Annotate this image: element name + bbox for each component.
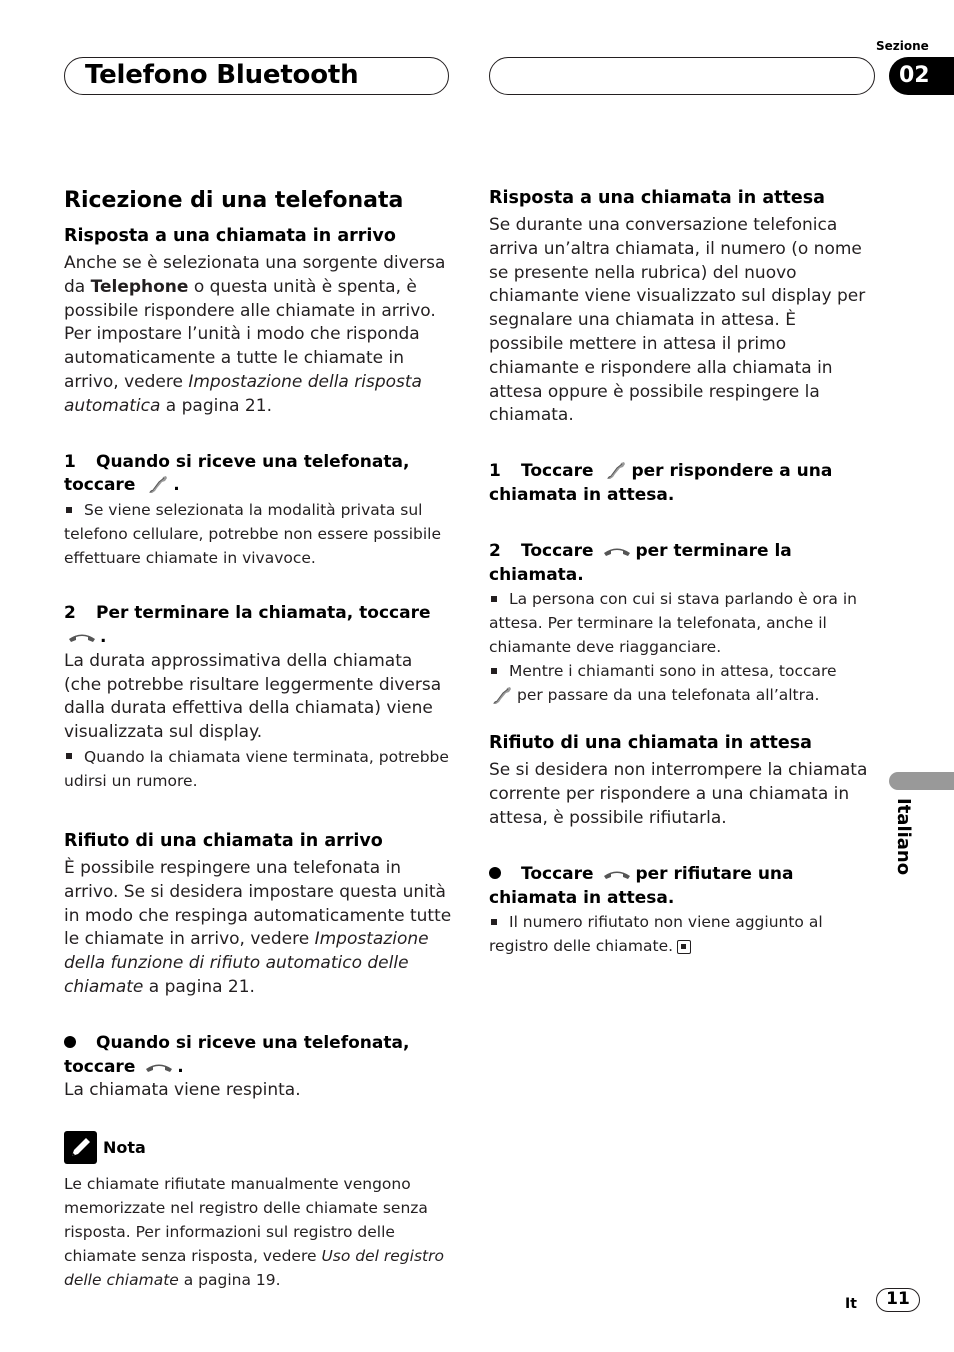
reject-waiting-paragraph: Se si desidera non interrompere la chiamata corrente per rispondere a una chiamata in attesa, è possibile rifiutarla. xyxy=(489,760,868,828)
header-blank-box xyxy=(489,57,875,95)
note-header xyxy=(64,1131,454,1164)
phone-hangup-icon xyxy=(145,1060,173,1074)
end-of-section-icon xyxy=(677,940,691,954)
language-code: It xyxy=(845,1296,857,1312)
section-label: Sezione xyxy=(876,39,929,53)
waiting-note-1: La persona con cui si stava parlando è ora in attesa. Per terminare la telefonata, anche il chiamante deve riagganciare. xyxy=(489,590,857,657)
reject-incoming-paragraph: È possibile respingere una telefonata in arrivo. Se si desidera impostare questa unità in modo che respinga automaticamente tutte le chiamate in arrivo, vedere Impostazione della funzione di rifiuto automatico delle chiamate a pagina 21. xyxy=(64,857,452,997)
pencil-note-icon xyxy=(64,1131,97,1164)
phone-hangup-icon xyxy=(603,544,631,558)
section-number-badge: 02 xyxy=(889,57,954,95)
language-label: Italiano xyxy=(893,798,914,876)
bullet-dot xyxy=(489,867,501,879)
note-title: Nota xyxy=(103,1137,146,1157)
phone-hangup-icon xyxy=(68,630,96,644)
left-column xyxy=(64,186,454,1292)
heading-answer-waiting: Risposta a una chiamata in attesa xyxy=(489,188,825,208)
page-title: Telefono Bluetooth xyxy=(85,60,359,90)
language-tab xyxy=(889,772,954,790)
incoming-step-1: 1 Quando si riceve una telefonata, toccare . xyxy=(64,451,410,496)
phone-accept-icon xyxy=(145,475,169,495)
reject-waiting-step: Toccare per rifiutare una chiamata in attesa. xyxy=(489,863,794,908)
section-title-box xyxy=(64,57,449,95)
heading-reject-waiting: Rifiuto di una chiamata in attesa xyxy=(489,733,812,754)
auto-reject-reference: Impostazione della funzione di rifiuto automatico delle chiamate xyxy=(64,929,429,997)
incoming-step-2-body: La durata approssimativa della chiamata (che potrebbe risultare leggermente diversa dalla durata effettiva della chiamata) viene visualizzata sul display. xyxy=(64,650,442,743)
phone-hangup-icon xyxy=(603,867,631,881)
auto-answer-reference: Impostazione della risposta automatica xyxy=(64,371,422,416)
waiting-step-2: 2 Toccare per terminare la chiamata. xyxy=(489,540,792,585)
phone-accept-icon xyxy=(489,686,513,706)
note-body: Le chiamate rifiutate manualmente vengono memorizzate nel registro delle chiamate senza risposta. Per informazioni sul registro delle chiamate senza risposta, vedere Uso del registro delle chiamate a pagina 19. xyxy=(64,1175,444,1290)
incoming-call-paragraph: Anche se è selezionata una sorgente diversa da Telephone o questa unità è spenta, è possibile rispondere alle chiamate in arrivo. Per impostare l’unità i modo che risponda automaticamente a tutte le chiamate in arrivo, vedere Impostazione della risposta automatica a pagina 21. xyxy=(64,253,446,416)
page-number: 11 xyxy=(876,1288,920,1312)
telephone-source-name: Telephone xyxy=(90,276,189,297)
reject-step: Quando si riceve una telefonata, toccare . xyxy=(64,1032,410,1077)
right-column xyxy=(489,186,871,958)
bullet-dot xyxy=(64,1036,76,1048)
reject-step-result: La chiamata viene respinta. xyxy=(64,1080,301,1101)
answer-waiting-paragraph: Se durante una conversazione telefonica arriva un’altra chiamata, il numero (o nome se presente nella rubrica) del nuovo chiamante viene visualizzato sul display per segnalare una chiamata in attesa. È possibile mettere in attesa il primo chiamante e rispondere alla chiamata in attesa oppure è possibile respingere la chiamata. xyxy=(489,215,866,426)
waiting-note-2: Mentre i chiamanti sono in attesa, toccare per passare da una telefonata all’altra. xyxy=(489,659,871,707)
call-log-reference: Uso del registro delle chiamate xyxy=(64,1247,444,1290)
phone-accept-icon xyxy=(603,461,627,481)
reject-waiting-note: Il numero rifiutato non viene aggiunto al registro delle chiamate. xyxy=(489,913,823,956)
incoming-step-1-note: Se viene selezionata la modalità privata sul telefono cellulare, potrebbe non essere possibile effettuare chiamate in vivavoce. xyxy=(64,501,442,568)
incoming-step-2: 2 Per terminare la chiamata, toccare . xyxy=(64,603,431,647)
heading-reject-incoming: Rifiuto di una chiamata in arrivo xyxy=(64,830,383,851)
main-heading: Ricezione di una telefonata xyxy=(64,188,404,213)
heading-incoming-call: Risposta a una chiamata in arrivo xyxy=(64,226,396,246)
incoming-step-2-note: Quando la chiamata viene terminata, potrebbe udirsi un rumore. xyxy=(64,747,449,790)
waiting-step-1: 1 Toccare per rispondere a una chiamata in attesa. xyxy=(489,461,833,505)
